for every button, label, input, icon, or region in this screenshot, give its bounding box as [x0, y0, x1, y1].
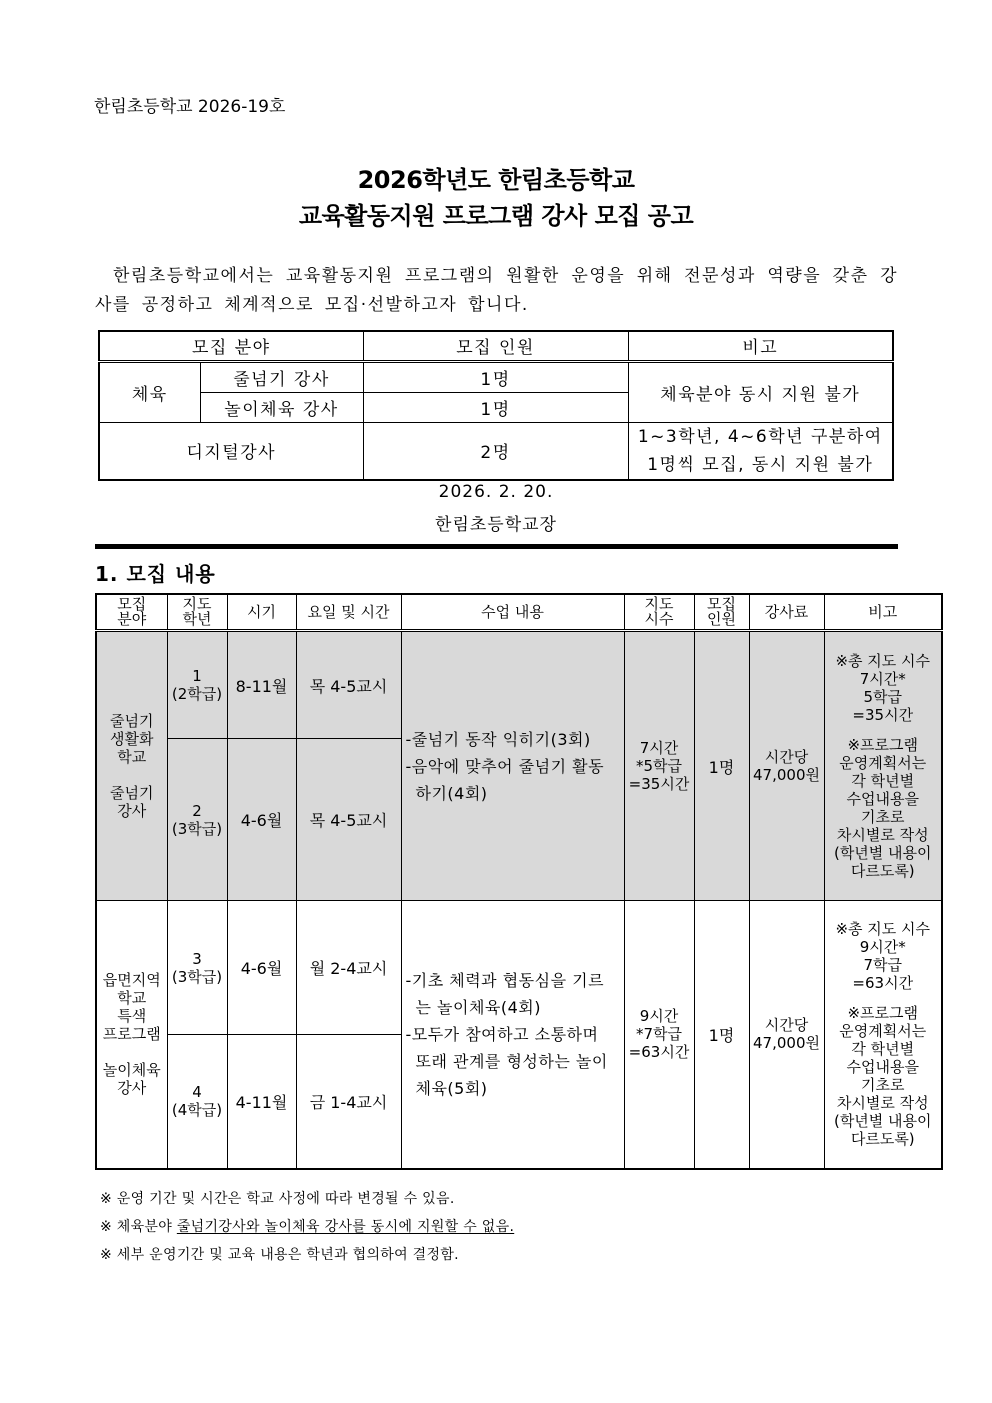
field-cell: 놀이체육 강사 — [200, 392, 363, 422]
footnote-1: ※ 운영 기간 및 시간은 학교 사정에 따라 변경될 수 있음. — [100, 1191, 455, 1207]
header-grade: 지도 학년 — [167, 594, 227, 631]
detail-header-row — [96, 594, 942, 631]
header-hours: 지도 시수 — [624, 594, 694, 631]
plaype-field-cell: 읍면지역 학교 특색 프로그램 놀이체육 강사 — [96, 901, 167, 1169]
schedule-cell: 금 1-4교시 — [296, 1035, 401, 1169]
header-content: 수업 내용 — [401, 594, 624, 631]
digital-note-cell — [628, 422, 893, 480]
jumprope-field-cell: 줄넘기 생활화 학교 줄넘기 강사 — [96, 631, 167, 901]
header-fee: 강사료 — [749, 594, 824, 631]
grade-cell: 4 (4학급) — [167, 1035, 227, 1169]
plaype-content-cell: -기초 체력과 협동심을 기르 는 놀이체육(4회) -모두가 참여하고 소통하며 또래 관계를 형성하는 놀이 체육(5회) — [401, 901, 624, 1169]
pe-category-cell: 체육 — [99, 361, 200, 422]
table-row — [99, 361, 893, 392]
count-cell: 1명 — [363, 361, 628, 392]
header-schedule: 요일 및 시간 — [296, 594, 401, 631]
period-cell: 4-6월 — [227, 901, 296, 1035]
plaype-note-cell: ※총 지도 시수 9시간* 7학급 =63시간 ※프로그램 운영계획서는 각 학년별 수업내용을 기초로 차시별로 작성 (학년별 내용이 다르도록) — [824, 901, 942, 1169]
summary-header-count: 모집 인원 — [363, 331, 628, 361]
period-cell: 4-11월 — [227, 1035, 296, 1169]
page-title-line-1: 2026학년도 한림초등학교 — [357, 166, 635, 194]
header-field: 모집 분야 — [96, 594, 167, 631]
jumprope-fee-cell: 시간당 47,000원 — [749, 631, 824, 901]
jumprope-hours-cell: 7시간 *5학급 =35시간 — [624, 631, 694, 901]
table-row — [99, 422, 893, 480]
field-cell: 줄넘기 강사 — [200, 361, 363, 392]
summary-header-row — [99, 331, 893, 361]
section-title: 1. 모집 내용 — [95, 562, 216, 586]
grade-cell: 2 (3학급) — [167, 739, 227, 901]
grade-cell: 3 (3학급) — [167, 901, 227, 1035]
schedule-cell: 목 4-5교시 — [296, 739, 401, 901]
header-note: 비고 — [824, 594, 942, 631]
summary-table — [98, 330, 894, 481]
detail-table — [95, 593, 943, 1170]
jumprope-count-cell: 1명 — [694, 631, 749, 901]
footnote-2-underlined: 줄넘기강사와 놀이체육 강사를 동시에 지원할 수 없음. — [176, 1219, 515, 1235]
divider-rule — [95, 544, 898, 549]
schedule-cell: 월 2-4교시 — [296, 901, 401, 1035]
period-cell: 8-11월 — [227, 631, 296, 739]
count-cell: 1명 — [363, 392, 628, 422]
pe-note-cell: 체육분야 동시 지원 불가 — [628, 361, 893, 422]
schedule-cell: 목 4-5교시 — [296, 631, 401, 739]
plaype-fee-cell: 시간당 47,000원 — [749, 901, 824, 1169]
jumprope-content-cell: -줄넘기 동작 익히기(3회) -음악에 맞추어 줄넘기 활동 하기(4회) — [401, 631, 624, 901]
summary-header-field: 모집 분야 — [99, 331, 363, 361]
footnotes — [100, 1185, 514, 1269]
header-period: 시기 — [227, 594, 296, 631]
jumprope-note-cell: ※총 지도 시수 7시간* 5학급 =35시간 ※프로그램 운영계획서는 각 학년별 수업내용을 기초로 차시별로 작성 (학년별 내용이 다르도록) — [824, 631, 942, 901]
digital-field-cell: 디지털강사 — [99, 422, 363, 480]
footnote-2: ※ 체육분야 줄넘기강사와 놀이체육 강사를 동시에 지원할 수 없음. — [100, 1219, 515, 1235]
principal-signature: 한림초등학교장 — [435, 515, 557, 535]
grade-cell: 1 (2학급) — [167, 631, 227, 739]
footnote-3: ※ 세부 운영기간 및 교육 내용은 학년과 협의하여 결정함. — [100, 1247, 459, 1263]
digital-note-line: 1~3학년, 4~6학년 구분하여 — [637, 426, 883, 447]
digital-count-cell: 2명 — [363, 422, 628, 480]
document-number: 한림초등학교 2026-19호 — [94, 97, 286, 117]
announcement-date: 2026. 2. 20. — [438, 482, 554, 502]
page-title-line-2: 교육활동지원 프로그램 강사 모집 공고 — [298, 202, 694, 230]
plaype-count-cell: 1명 — [694, 901, 749, 1169]
table-row — [96, 631, 942, 739]
header-count: 모집 인원 — [694, 594, 749, 631]
digital-note-line: 1명씩 모집, 동시 지원 불가 — [647, 454, 874, 475]
plaype-hours-cell: 9시간 *7학급 =63시간 — [624, 901, 694, 1169]
period-cell: 4-6월 — [227, 739, 296, 901]
table-row — [96, 901, 942, 1035]
summary-header-note: 비고 — [628, 331, 893, 361]
intro-paragraph: 한림초등학교에서는 교육활동지원 프로그램의 원활한 운영을 위해 전문성과 역량을 갖춘 강사를 공정하고 체계적으로 모집·선발하고자 합니다. — [95, 266, 898, 315]
